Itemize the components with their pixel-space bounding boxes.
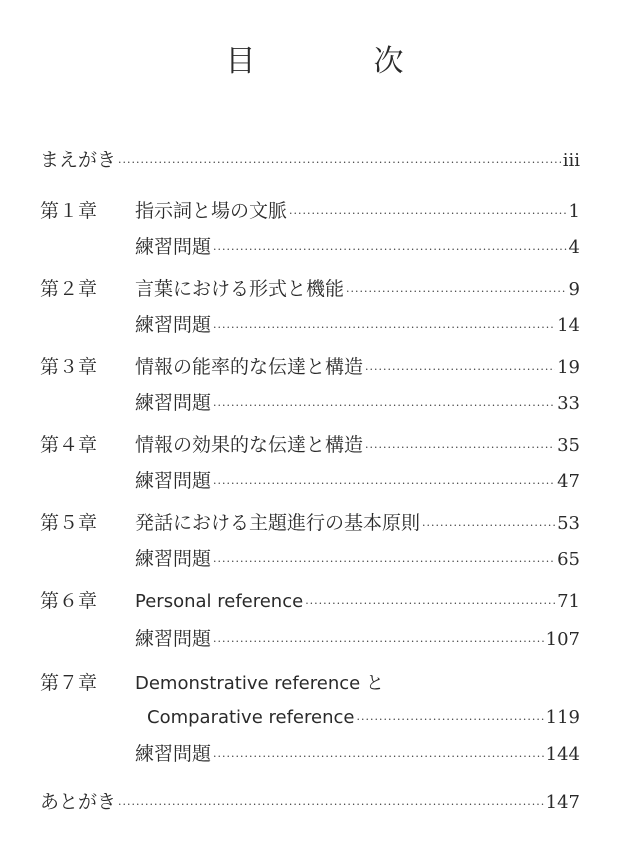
leader-dots <box>365 355 555 385</box>
chapter-label: 第２章 <box>40 278 98 300</box>
leader-dots <box>422 511 555 541</box>
page-number: 107 <box>545 629 580 650</box>
entry-title: 言葉における形式と機能 <box>135 278 345 300</box>
entry-title: あとがき <box>40 791 117 813</box>
entry-title: 練習問題 <box>135 392 212 414</box>
page-number: 119 <box>545 707 580 728</box>
leader-dots <box>118 790 544 820</box>
leader-dots <box>213 627 544 657</box>
toc-entry-chapter-2[interactable] <box>40 274 580 304</box>
entry-title: 指示詞と場の文脈 <box>135 200 288 222</box>
entry-title-line2: Comparative reference <box>147 707 355 728</box>
toc-entry-chapter-5[interactable] <box>40 508 580 538</box>
toc-entry-exercise-7[interactable] <box>40 739 580 769</box>
page-number: 1 <box>568 201 580 222</box>
leader-dots <box>213 391 555 421</box>
entry-title: 練習問題 <box>135 743 212 765</box>
entry-title: Personal reference <box>135 591 304 612</box>
toc-entry-chapter-7-continued[interactable] <box>40 703 580 733</box>
chapter-label: 第７章 <box>40 672 98 694</box>
entry-title: 練習問題 <box>135 314 212 336</box>
toc-entry-chapter-7[interactable] <box>40 668 580 698</box>
page-title: 目 次 <box>225 44 448 79</box>
toc-entry-exercise-4[interactable] <box>40 466 580 496</box>
leader-dots <box>356 705 543 735</box>
entry-title: 情報の効果的な伝達と構造 <box>135 434 364 456</box>
toc-entry-afterword[interactable] <box>40 787 580 817</box>
page-number: 147 <box>545 792 580 813</box>
leader-dots <box>118 148 561 178</box>
toc-entry-chapter-6[interactable] <box>40 586 580 616</box>
entry-title: 練習問題 <box>135 548 212 570</box>
leader-dots <box>213 469 555 499</box>
page-number: 14 <box>557 315 580 336</box>
leader-dots <box>213 742 544 772</box>
leader-dots <box>213 235 567 265</box>
leader-dots <box>305 589 555 619</box>
leader-dots <box>365 433 555 463</box>
leader-dots <box>289 199 567 229</box>
toc-entry-chapter-1[interactable] <box>40 196 580 226</box>
entry-title: 情報の能率的な伝達と構造 <box>135 356 364 378</box>
toc-entry-exercise-5[interactable] <box>40 544 580 574</box>
chapter-label: 第５章 <box>40 512 98 534</box>
page-number: 53 <box>557 513 580 534</box>
leader-dots <box>213 313 555 343</box>
toc-entry-chapter-3[interactable] <box>40 352 580 382</box>
entry-title: 練習問題 <box>135 470 212 492</box>
entry-title: 発話における主題進行の基本原則 <box>135 512 421 534</box>
page-number: 71 <box>557 591 580 612</box>
chapter-label: 第６章 <box>40 590 98 612</box>
page-number: iii <box>562 150 580 171</box>
page-number: 65 <box>557 549 580 570</box>
page-number: 35 <box>557 435 580 456</box>
chapter-label: 第１章 <box>40 200 98 222</box>
entry-title: 練習問題 <box>135 236 212 258</box>
leader-dots <box>213 547 555 577</box>
toc-entry-chapter-4[interactable] <box>40 430 580 460</box>
page-number: 33 <box>557 393 580 414</box>
page-number: 144 <box>545 744 580 765</box>
toc-entry-exercise-3[interactable] <box>40 388 580 418</box>
page-number: 4 <box>568 237 580 258</box>
toc-entry-exercise-2[interactable] <box>40 310 580 340</box>
toc-entry-exercise-1[interactable] <box>40 232 580 262</box>
leader-dots <box>346 277 567 307</box>
page-number: 47 <box>557 471 580 492</box>
page-number: 9 <box>568 279 580 300</box>
entry-title: まえがき <box>40 149 117 171</box>
entry-title: 練習問題 <box>135 628 212 650</box>
chapter-label: 第３章 <box>40 356 98 378</box>
page-number: 19 <box>557 357 580 378</box>
toc-entry-exercise-6[interactable] <box>40 624 580 654</box>
entry-title: Demonstrative reference と <box>135 673 384 694</box>
toc-entry-preface[interactable] <box>40 145 580 175</box>
chapter-label: 第４章 <box>40 434 98 456</box>
